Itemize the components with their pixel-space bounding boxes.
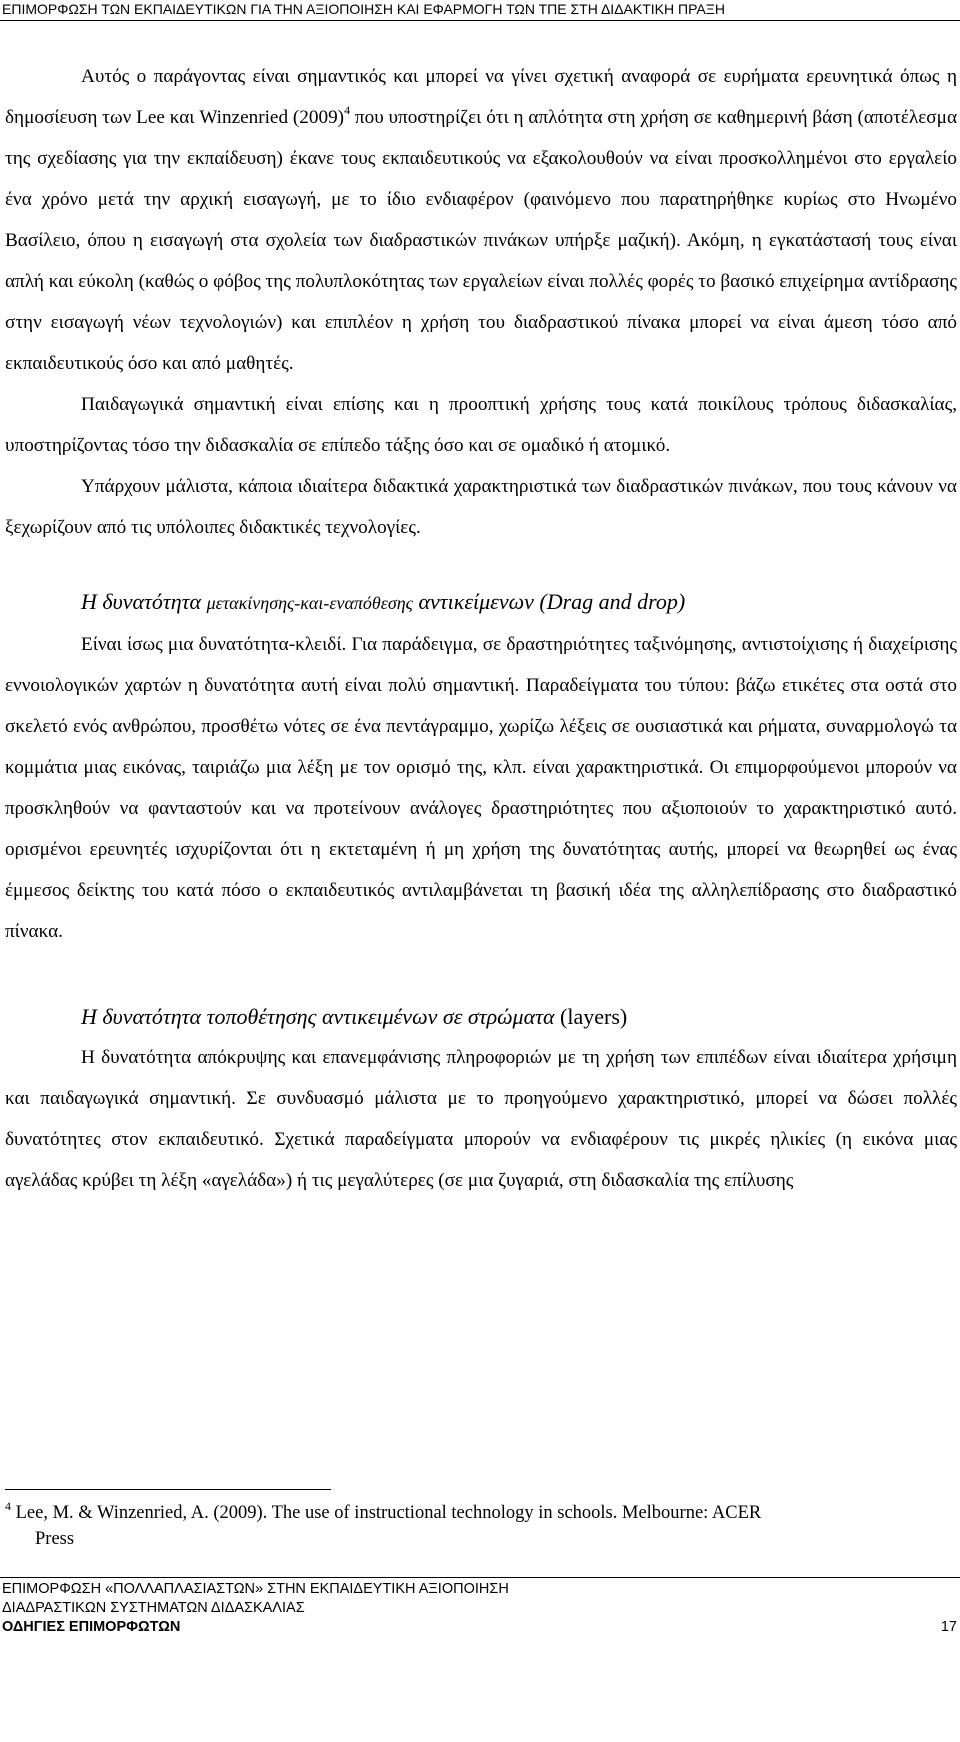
heading-2-part-1: Η δυνατότητα τοποθέτησης αντικειμένων σε στρώματα xyxy=(81,1004,555,1029)
footer-line-3: ΟΔΗΓΙΕΣ ΕΠΙΜΟΡΦΩΤΩΝ xyxy=(2,1619,181,1635)
footnote-separator xyxy=(5,1489,331,1490)
paragraph-4: Είναι ίσως μια δυνατότητα-κλειδί. Για παράδειγμα, σε δραστηριότητες ταξινόμησης, αντιστοίχισης ή διαχείρισης εννοιολογικών χαρτών η δυνατότητα αυτή είναι πολύ σημαντική. Παραδείγματα του τύπου: βάζω ετικέτες στα οστά στο σκελετό ενός ανθρώπου, προσθέτω νότες σε ένα πεντάγραμμο, χωρίζω λέξεις σε ουσιαστικά και ρήματα, συναρμολογώ τα κομμάτια μιας εικόνας, ταιριάζω μια λέξη με τον ορισμό της, κλπ. είναι χαρακτηριστικά. Οι επιμορφούμενοι μπορούν να προσκληθούν να φανταστούν και να προτείνουν ανάλογες δραστηριότητες που αξιοποιούν το χαρακτηριστικό αυτό. ορισμένοι ερευνητές ισχυρίζονται ότι η εκτεταμένη ή μη χρήση της δυνατότητας αυτής, μπορεί να θεωρηθεί ως ένας έμμεσος δείκτης του κατά πόσο ο εκπαιδευτικός αντιλαμβάνεται τη βασική ιδέα της αλληλεπίδρασης στο διαδραστικό πίνακα. xyxy=(5,634,957,942)
paragraph-5: Η δυνατότητα απόκρυψης και επανεμφάνισης πληροφοριών με τη χρήση των επιπέδων είναι ιδιαίτερα χρήσιμη και παιδαγωγικά σημαντική. Σε συνδυασμό μάλιστα με το προηγούμενο χαρακτηριστικό, μπορεί να δώσει πολλές δυνατότητες στον εκπαιδευτικό. Σχετικά παραδείγματα μπορούν να ενδιαφέρουν τις μικρές ηλικίες (η εικόνα μιας αγελάδας κρύβει τη λέξη «αγελάδα») ή τις μεγαλύτερες (σε μια ζυγαριά, στη διδασκαλία της επίλυσης xyxy=(5,1047,957,1191)
paragraph-1-text-b: που υποστηρίζει ότι η απλότητα στη χρήση σε καθημερινή βάση (αποτέλεσμα της σχεδίασης για την εκπαίδευση) έκανε τους εκπαιδευτικούς να εξακολουθούν να είναι προσκολλημένοι στο εργαλείο ένα χρόνο μετά την αρχική εισαγωγή, με το ίδιο ενδιαφέρον (φαινόμενο που παρατηρήθηκε κυρίως στο Ηνωμένο Βασίλειο, όπου η εισαγωγή στα σχολεία των διαδραστικών πινάκων υπήρξε μαζική). Ακόμη, η εγκατάστασή τους είναι απλή και εύκολη (καθώς ο φόβος της πολυπλοκότητας των εργαλείων είναι πολλές φορές το βασικό επιχείρημα αντίδρασης στην εισαγωγή νέων τεχνολογιών) και επιπλέον η χρήση του διαδραστικού πίνακα μπορεί να είναι άμεση τόσο από εκπαιδευτικούς όσο και από μαθητές. xyxy=(5,107,957,374)
heading-1-part-3: αντικείμενων (Drag and drop) xyxy=(412,589,686,614)
heading-layers xyxy=(5,996,957,1037)
footnote-number: 4 xyxy=(5,1499,11,1513)
header-rule xyxy=(0,20,960,21)
running-footer xyxy=(2,1580,957,1637)
running-header: ΕΠΙΜΟΡΦΩΣΗ ΤΩΝ ΕΚΠΑΙΔΕΥΤΙΚΩΝ ΓΙΑ ΤΗΝ ΑΞΙΟΠΟΙΗΣΗ ΚΑΙ ΕΦΑΡΜΟΓΗ ΤΩΝ ΤΠΕ ΣΤΗ ΔΙΔΑΚΤΙΚΗ ΠΡΑΞΗ xyxy=(2,1,725,17)
footnote xyxy=(5,1500,957,1552)
heading-1-part-1: Η δυνατότητα xyxy=(81,589,207,614)
footnote-reference: 4 xyxy=(344,103,351,117)
footer-line-2: ΔΙΑΔΡΑΣΤΙΚΩΝ ΣΥΣΤΗΜΑΤΩΝ ΔΙΔΑΣΚΑΛΙΑΣ xyxy=(2,1600,305,1616)
footnote-text-continued: Press xyxy=(35,1529,75,1549)
page-number: 17 xyxy=(940,1619,957,1635)
paragraph-1 xyxy=(5,56,957,384)
paragraph-2: Παιδαγωγικά σημαντική είναι επίσης και η προοπτική χρήσης τους κατά ποικίλους τρόπους διδασκαλίας, υποστηρίζοντας τόσο την διδασκαλία σε επίπεδο τάξης όσο και σε ομαδικό ή ατομικό. xyxy=(5,394,957,456)
paragraph-3: Υπάρχουν μάλιστα, κάποια ιδιαίτερα διδακτικά χαρακτηριστικά των διαδραστικών πινάκων, που τους κάνουν να ξεχωρίζουν από τις υπόλοιπες διδακτικές τεχνολογίες. xyxy=(5,476,957,538)
footer-line-1: ΕΠΙΜΟΡΦΩΣΗ «ΠΟΛΛΑΠΛΑΣΙΑΣΤΩΝ» ΣΤΗΝ ΕΚΠΑΙΔΕΥΤΙΚΗ ΑΞΙΟΠΟΙΗΣΗ xyxy=(2,1581,509,1597)
heading-1-part-2: μετακίνησης-και-εναπόθεσης xyxy=(206,593,413,613)
footer-rule xyxy=(0,1577,960,1578)
paragraph-1-text-a: Αυτός ο παράγοντας είναι σημαντικός και μπορεί να γίνει σχετική αναφορά σε ευρήματα ερευνητικά όπως η δημοσίευση των Lee και Winzenried (2009) xyxy=(5,66,957,128)
footer-line-3-row xyxy=(2,1618,957,1637)
heading-drag-and-drop xyxy=(5,581,957,624)
footnote-text: Lee, M. & Winzenried, A. (2009). The use of instructional technology in schools. Melbourne: ACER xyxy=(11,1503,762,1523)
section-spacer xyxy=(5,952,957,996)
section-spacer xyxy=(5,548,957,581)
heading-2-part-2: (layers) xyxy=(554,1004,628,1029)
page-body xyxy=(5,56,957,1201)
